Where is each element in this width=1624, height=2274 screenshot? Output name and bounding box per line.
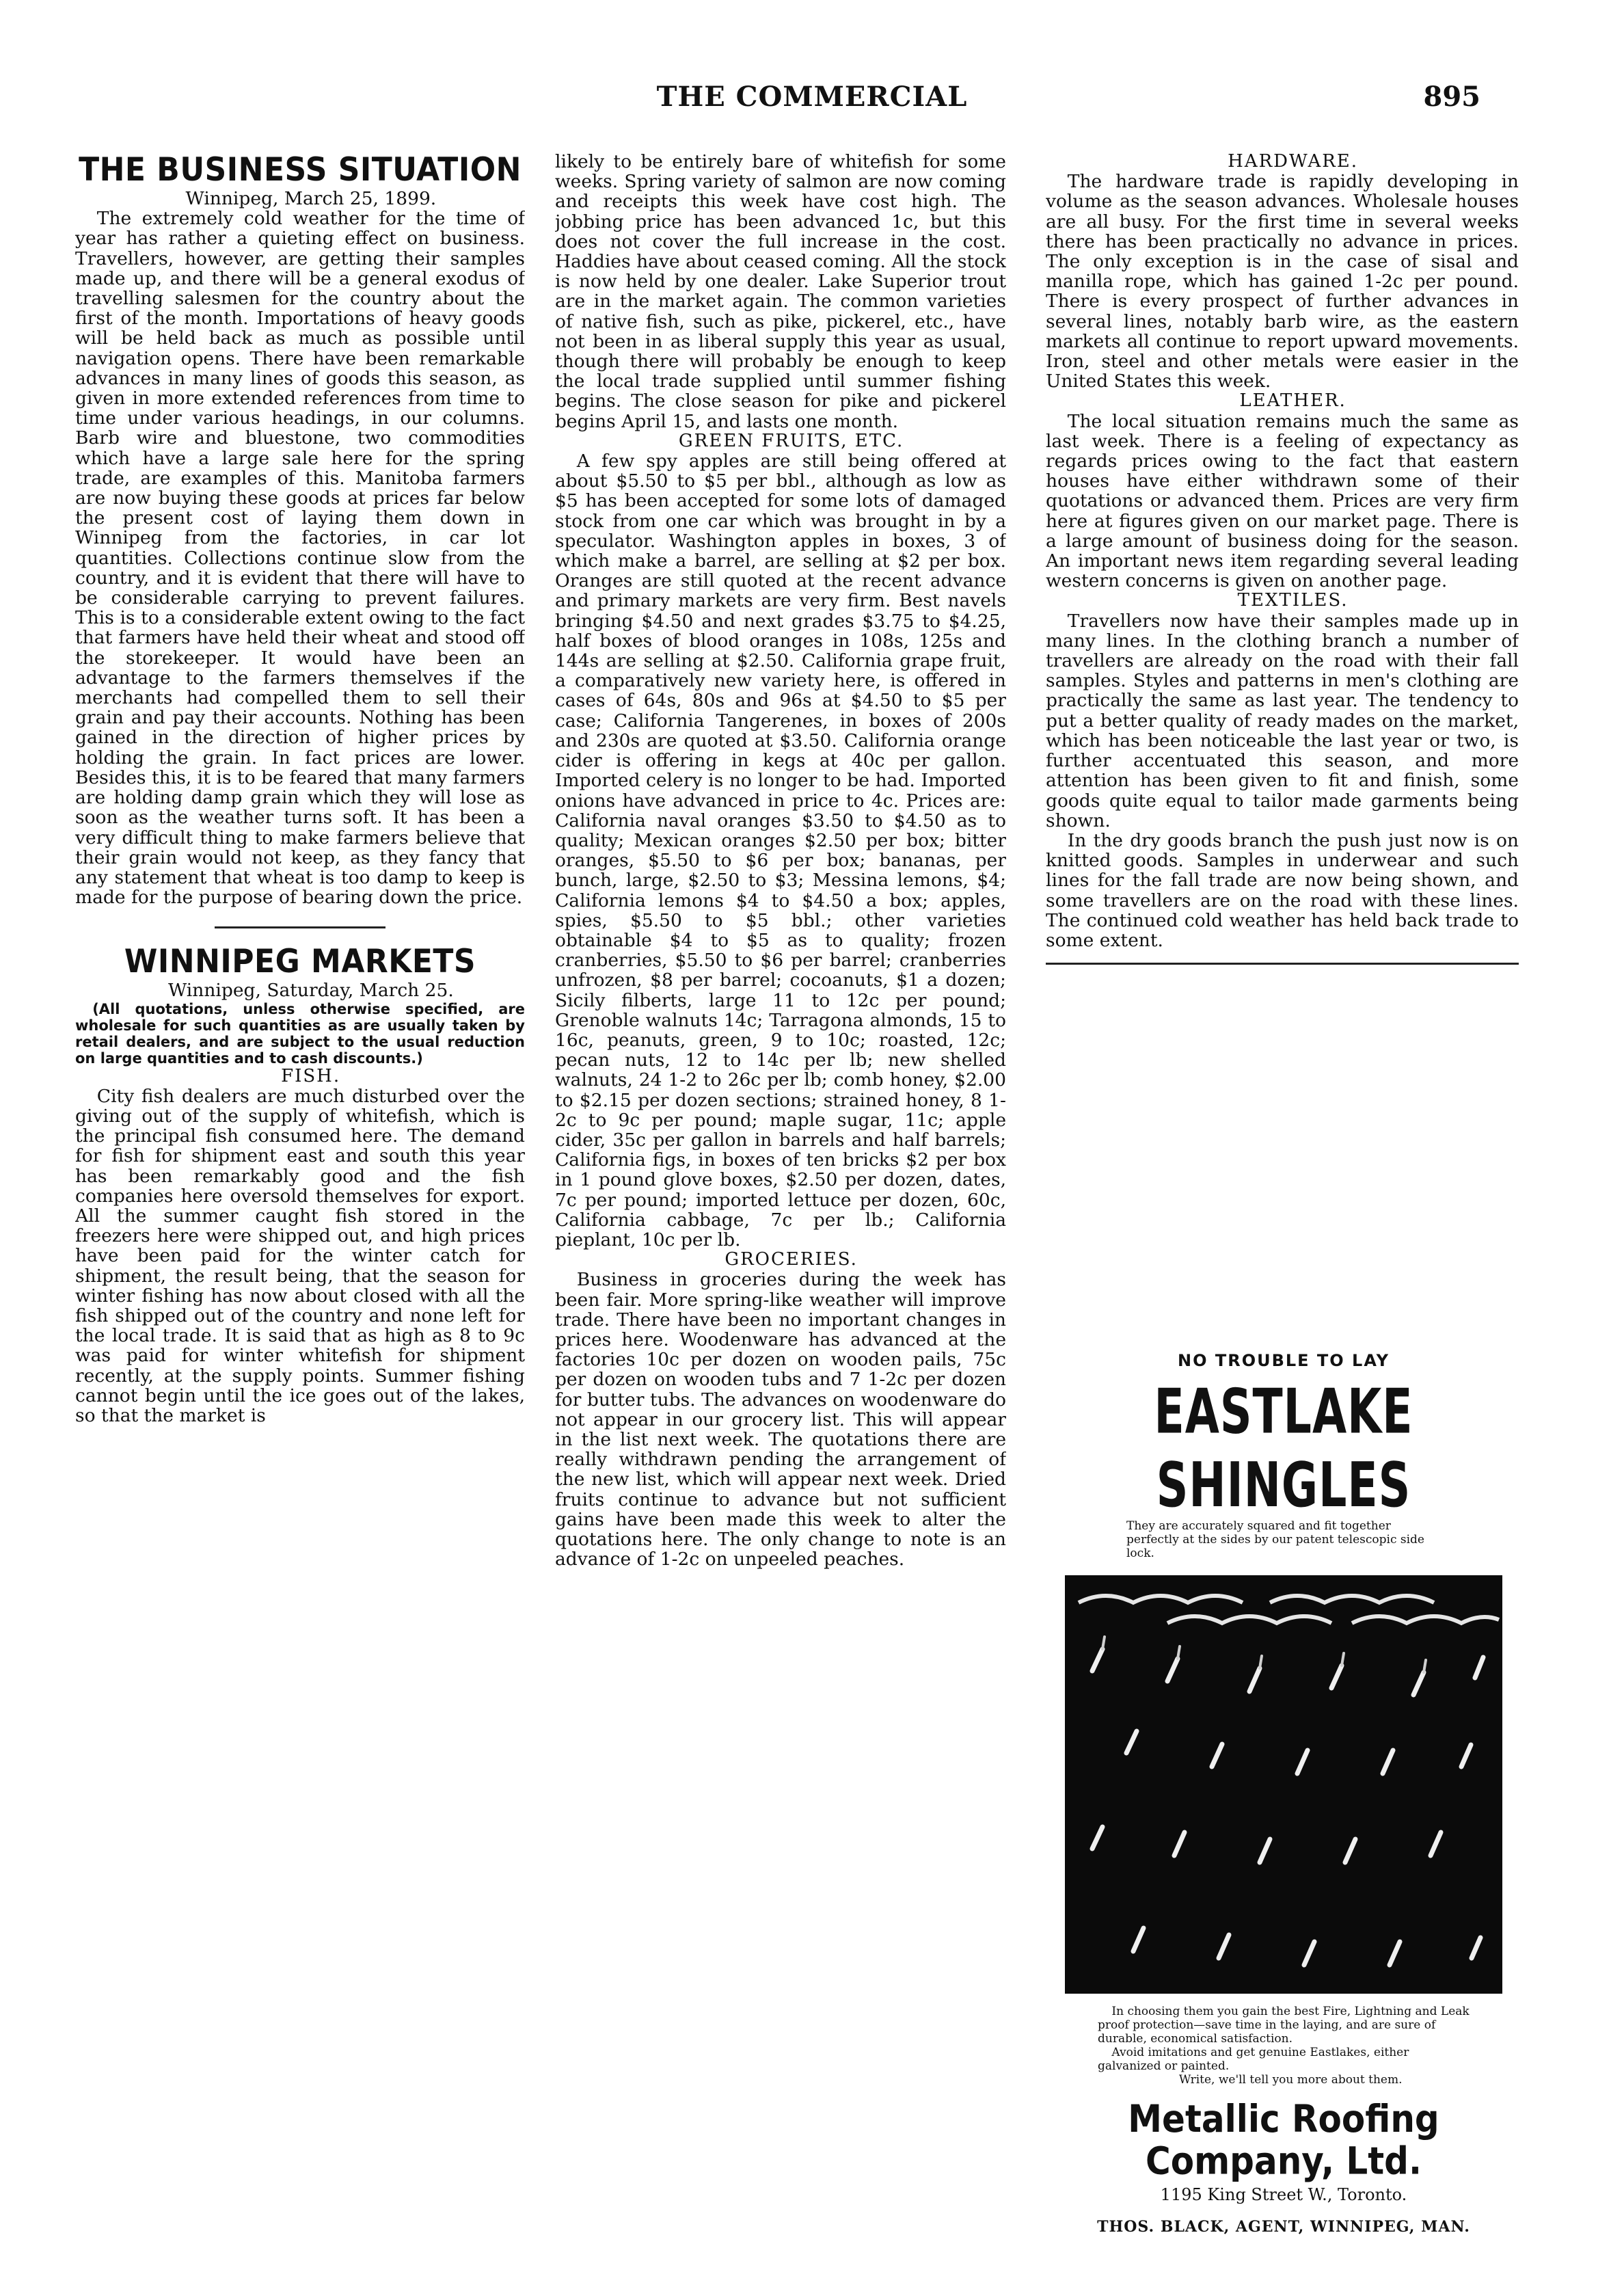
groceries-paragraph: Business in groceries during the week has been fair. More spring-like weather will improve trade. There have been no important changes in prices here. Woodenware has advanced at the factories 10c per dozen on wooden pails, 75c per dozen on wooden tubs and 7 1-2c per dozen for butter tubs. The advances on woodenware do not appear in our grocery list. This will appear in the list next week. The quotations there are really withdrawn pending the arrangement of the new list, which will appear next week. Dried fruits continue to advance but not sufficient gains have been made this week to alter the quotations here. The only change to note is an advance of 1-2c on unpeeled peaches. <box>555 1269 1006 1570</box>
column-1 <box>75 152 525 2230</box>
page-number: 895 <box>1423 81 1480 113</box>
column-2 <box>555 152 1006 2230</box>
running-head <box>0 81 1624 122</box>
ad-address: 1195 King Street W., Toronto. <box>1160 2185 1407 2204</box>
ad-top-line: NO TROUBLE TO LAY <box>1178 1351 1390 1370</box>
fish-heading: FISH. <box>281 1065 341 1086</box>
ad-body-paragraph: In choosing them you gain the best Fire, Lightning and Leak proof protection—save time in the laying, and are sure of durable, economical satisfaction. <box>1098 2005 1470 2046</box>
running-title: THE COMMERCIAL <box>656 81 968 113</box>
ad-tagline: They are accurately squared and fit together perfectly at the sides by our patent telescopic side lock. <box>1126 1519 1424 1560</box>
textiles-heading: TEXTILES. <box>1237 590 1349 611</box>
quotations-note: (All quotations, unless otherwise specified, are wholesale for such quantities as are usually taken by retail dealers, and are subject to the usual reduction on large quantities and to cash discounts.) <box>75 1000 525 1067</box>
business-situation-paragraph: The extremely cold weather for the time of year has rather a quieting effect on business. Travellers, however, are getting their samples made up, and there will be a general exodus of travelling salesmen for the country about the first of the month. Importations of heavy goods will be held back as much as possible until navigation opens. There have been remarkable advances in many lines of goods this season, as given in more extended references from time to time under various headings, in our columns. Barb wire and bluestone, two commodities which have a large sale here for the spring trade, are examples of this. Manitoba farmers are now buying these goods at prices far below the present cost of laying them down in Winnipeg from the factories, in car lot quantities. Collections continue slow from the country, and it is evident that there will have to be considerable carrying to prevent failures. This is to a considerable extent owing to the fact that farmers have held their wheat and stood off the storekeeper. It would have been an advantage to the farmers themselves if the merchants had compelled them to sell their grain and pay their accounts. Nothing has been gained in the direction of higher prices by holding the grain. In fact prices are lower. Besides this, it is to be feared that many farmers are holding damp grain which they will lose as soon as the weather turns soft. It has been a very difficult thing to make farmers believe that their grain would not keep, as they fancy that any statement that wheat is too damp to keep is made for the purpose of bearing down the price. <box>75 208 525 909</box>
ad-brand: EASTLAKE SHINGLES <box>1154 1375 1413 1521</box>
business-situation-dateline: Winnipeg, March 25, 1899. <box>185 188 437 209</box>
ad-agent: THOS. BLACK, AGENT, WINNIPEG, MAN. <box>1097 2218 1470 2236</box>
ad-body <box>1098 2005 1470 2087</box>
textiles-paragraph: In the dry goods branch the push just now is on knitted goods. Samples in underwear and such lines for the fall trade are now being shown, and some travellers are on the road with these lines. The continued cold weather has held back trade to some extent. <box>1046 829 1519 951</box>
ad-body-paragraph: Avoid imitations and get genuine Eastlakes, either galvanized or painted. <box>1098 2046 1409 2073</box>
shingle-roof-illustration <box>1065 1575 1502 1994</box>
section-divider <box>215 926 385 928</box>
business-situation-title: THE BUSINESS SITUATION <box>79 152 522 189</box>
green-fruits-heading: GREEN FRUITS, ETC. <box>678 430 904 451</box>
eastlake-advertisement <box>1058 1340 1509 2236</box>
hardware-paragraph: The hardware trade is rapidly developing in volume as the season advances. Wholesale houses are all busy. For the first time in several weeks there has been practically no advance in prices. The only exception is in the case of sisal and manilla rope, which has gained 1-2c per pound. There is every prospect of further advances in several lines, notably barb wire, as the eastern markets all continue to report upward movements. Iron, steel and other metals were easier in the United States this week. <box>1046 171 1519 392</box>
leather-heading: LEATHER. <box>1239 390 1346 412</box>
ad-company-name: Metallic Roofing Company, Ltd. <box>1128 2097 1439 2183</box>
advertisement-rule <box>1046 963 1519 965</box>
fish-continued-paragraph: likely to be entirely bare of whitefish for some weeks. Spring variety of salmon are now coming and receipts this week have cost high. The jobbing price has been advanced 1c, but this does not cover the full increase in the cost. Haddies have about ceased coming. All the stock is now held by one dealer. Lake Superior trout are in the market again. The common varieties of native fish, such as pike, pickerel, etc., have not been in as liberal supply this year as usual, though there will probably be enough to keep the local trade supplied until summer fishing begins. The close season for pike and pickerel begins April 15, and lasts one month. <box>555 152 1006 432</box>
groceries-heading: GROCERIES. <box>725 1249 858 1270</box>
green-fruits-paragraph: A few spy apples are still being offered at about $5.50 to $5 per bbl., although as low as $5 has been accepted for some lots of damaged stock from one car which was brought in by a speculator. Washington apples in boxes, 3 of which make a barrel, are selling at $2 per box. Oranges are still quoted at the recent advance and primary markets are very firm. Best navels bringing $4.50 and next grades $3.75 to $4.25, half boxes of blood oranges in 108s, 125s and 144s are selling at $2.50. California grape fruit, a comparatively new variety here, is offered in cases of 64s, 80s and 96s at $4.50 to $5 per case; California Tangerenes, in boxes of 200s and 230s are quoted at $3.50. California orange cider is offering in kegs at 40c per gallon. Imported celery is no longer to be had. Imported onions have advanced in price to 4c. Prices are: California naval oranges $3.50 to $4.50 as to quality; Mexican oranges $2.50 per box; bitter oranges, $5.50 to $6 per box; bananas, per bunch, large, $2.50 to $3; Messina lemons, $4; California lemons $4 to $4.50 a box; apples, spies, $5.50 to $5 bbl.; other varieties obtainable $4 to $5 as to quality; frozen cranberries, $5.50 to $6 per barrel; cranberries unfrozen, $8 per barrel; cocoanuts, $1 a dozen; Sicily filberts, large 11 to 12c per pound; Grenoble walnuts 14c; Tarragona almonds, 15 to 16c, peanuts, green, 9 to 10c; roasted, 12c; pecan nuts, 12 to 14c per lb; new shelled walnuts, 24 1-2 to 26c per lb; comb honey, $2.00 to $2.15 per dozen sections; strained honey, 8 1-2c to 9c per pound; maple sugar, 11c; apple cider, 35c per gallon in barrels and half barrels; California figs, in boxes of ten bricks $2 per box in 1 pound glove boxes, $2.50 per dozen, dates, 7c per pound; imported lettuce per dozen, 60c, California cabbage, 7c per lb.; California pieplant, 10c per lb. <box>555 451 1006 1250</box>
winnipeg-markets-title: WINNIPEG MARKETS <box>124 943 476 981</box>
textiles-paragraph: Travellers now have their samples made up in many lines. In the clothing branch a number of travellers are already on the road with their fall samples. Styles and patterns in men's clothing are practically the same as last year. The tendency to put a better quality of ready mades on the market, which has been noticeable the last year or two, is further accentuated this season, and more attention has been given to fit and finish, some goods quite equal to tailor made garments being shown. <box>1046 610 1519 831</box>
leather-paragraph: The local situation remains much the same as last week. There is a feeling of expectancy as regards prices owing to the fact that eastern houses have either withdrawn some of their quotations or advanced them. Prices are very firm here at figures given on our market page. There is a large amount of business doing for the season. An important news item regarding several leading western concerns is given on another page. <box>1046 410 1519 592</box>
hardware-heading: HARDWARE. <box>1228 152 1359 172</box>
ad-body-paragraph: Write, we'll tell you more about them. <box>1178 2073 1403 2087</box>
fish-paragraph: City fish dealers are much disturbed over the giving out of the supply of whitefish, which is the principal fish consumed here. The demand for fish for shipment east and south this year has been remarkably good and the fish companies here oversold themselves for export. All the summer caught fish stored in the freezers here were shipped out, and high prices have been paid for the winter catch for shipment, the result being, that the season for winter fishing has now about closed with all the fish shipped out of the country and none left for the local trade. It is said that as high as 8 to 9c was paid for winter whitefish for shipment recently, at the supply points. Summer fishing cannot begin until the ice goes out of the lakes, so that the market is <box>75 1085 525 1426</box>
winnipeg-markets-dateline: Winnipeg, Saturday, March 25. <box>168 980 454 1002</box>
